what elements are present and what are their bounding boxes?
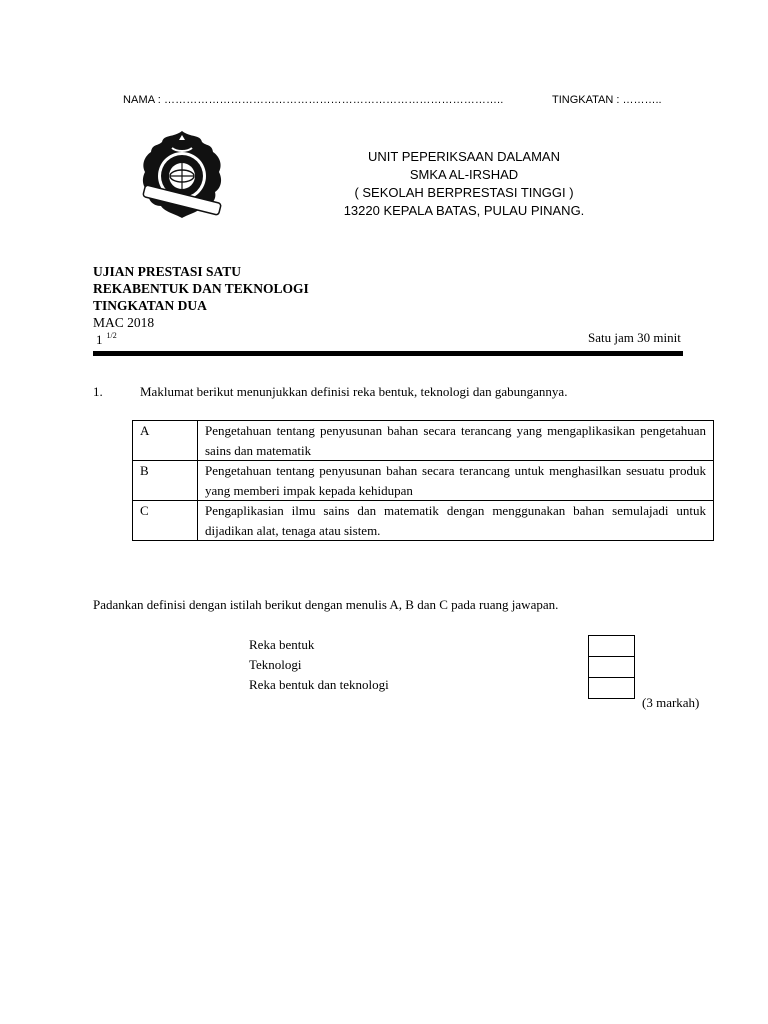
term-item: Reka bentuk dan teknologi [249, 677, 389, 692]
name-field-line: NAMA : ……………………………………………………………………………….. [123, 94, 504, 106]
table-row [133, 421, 714, 461]
form-field-line: TINGKATAN : ……….. [552, 94, 662, 106]
table-row [133, 461, 714, 501]
answer-box[interactable] [588, 656, 635, 678]
row-definition: Pengaplikasian ilmu sains dan matematik dengan menggunakan bahan semulajadi untuk dijadikan alat, tenaga atau sistem. [198, 501, 714, 541]
school-crest-icon [139, 128, 225, 220]
exam-duration: Satu jam 30 minit [588, 330, 681, 345]
paper-code [96, 331, 117, 348]
question-text: Maklumat berikut menunjukkan definisi reka bentuk, teknologi dan gabungannya. [140, 384, 568, 399]
answer-box[interactable] [588, 677, 635, 699]
row-definition: Pengetahuan tentang penyusunan bahan secara terancang untuk menghasilkan sesuatu produk yang memberi impak kepada kehidupan [198, 461, 714, 501]
row-letter: B [133, 461, 198, 501]
paper-code-fraction: 1/2 [106, 331, 117, 340]
school-info [300, 148, 628, 220]
definition-table [132, 420, 714, 541]
exam-title: UJIAN PRESTASI SATU [93, 264, 242, 279]
exam-unit-name: UNIT PEPERIKSAAN DALAMAN [368, 149, 560, 164]
term-list [249, 635, 389, 695]
exam-subject: REKABENTUK DAN TEKNOLOGI [93, 281, 309, 296]
school-name: SMKA AL-IRSHAD [409, 167, 519, 182]
table-row [133, 501, 714, 541]
term-item: Teknologi [249, 657, 302, 672]
exam-info [93, 263, 309, 331]
answer-box[interactable] [588, 635, 635, 657]
row-letter: C [133, 501, 198, 541]
answer-boxes [588, 635, 634, 699]
marks-allocation: (3 markah) [642, 695, 700, 710]
row-definition: Pengetahuan tentang penyusunan bahan secara terancang yang mengaplikasikan pengetahuan sains dan matematik [198, 421, 714, 461]
school-address: 13220 KEPALA BATAS, PULAU PINANG. [343, 203, 585, 218]
exam-form: TINGKATAN DUA [93, 298, 207, 313]
question-instruction: Padankan definisi dengan istilah berikut dengan menulis A, B dan C pada ruang jawapan. [93, 597, 559, 612]
term-item: Reka bentuk [249, 637, 315, 652]
exam-date: MAC 2018 [93, 315, 155, 330]
header-divider [93, 351, 683, 356]
school-tagline: ( SEKOLAH BERPRESTASI TINGGI ) [354, 185, 574, 200]
row-letter: A [133, 421, 198, 461]
paper-code-number: 1 [96, 332, 103, 347]
question-number: 1. [93, 384, 103, 399]
